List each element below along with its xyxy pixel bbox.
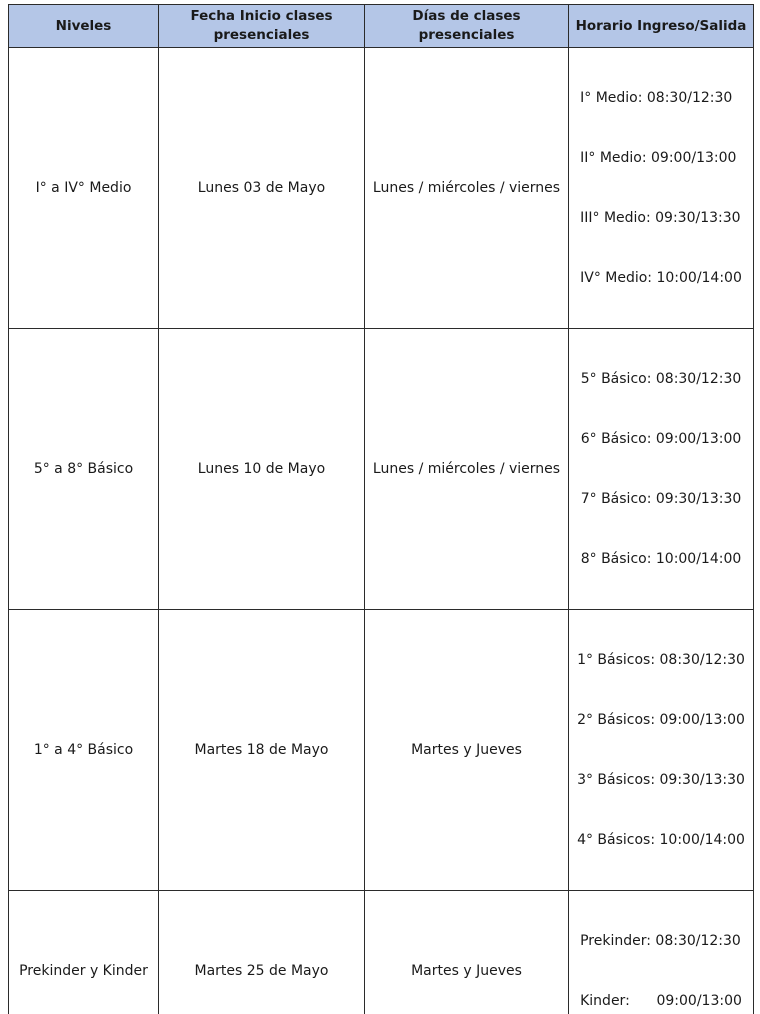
schedule-line: 7° Básico: 09:30/13:30 <box>581 489 742 509</box>
cell-horario <box>569 610 754 891</box>
schedule-list <box>580 891 742 1014</box>
schedule-line: IV° Medio: 10:00/14:00 <box>580 268 742 288</box>
cell-horario <box>569 48 754 329</box>
schedule-line: 8° Básico: 10:00/14:00 <box>581 549 742 569</box>
schedule-line: I° Medio: 08:30/12:30 <box>580 88 742 108</box>
table-row <box>9 610 754 891</box>
cell-fecha: Lunes 03 de Mayo <box>159 48 365 329</box>
header-horario: Horario Ingreso/Salida <box>569 5 754 48</box>
cell-nivel: 5° a 8° Básico <box>9 329 159 610</box>
table-row <box>9 891 754 1014</box>
schedule-line: 4° Básicos: 10:00/14:00 <box>577 830 745 850</box>
cell-nivel: 1° a 4° Básico <box>9 610 159 891</box>
header-fecha-inicio: Fecha Inicio clases presenciales <box>159 5 365 48</box>
schedule-line: III° Medio: 09:30/13:30 <box>580 208 742 228</box>
cell-fecha: Martes 25 de Mayo <box>159 891 365 1014</box>
cell-dias: Lunes / miércoles / viernes <box>365 329 569 610</box>
schedule-table <box>8 4 754 1014</box>
cell-fecha: Lunes 10 de Mayo <box>159 329 365 610</box>
cell-horario <box>569 891 754 1014</box>
cell-nivel: I° a IV° Medio <box>9 48 159 329</box>
schedule-line: 2° Básicos: 09:00/13:00 <box>577 710 745 730</box>
schedule-line: Prekinder: 08:30/12:30 <box>580 931 742 951</box>
schedule-line: 1° Básicos: 08:30/12:30 <box>577 650 745 670</box>
schedule-list <box>581 329 742 609</box>
cell-dias: Lunes / miércoles / viernes <box>365 48 569 329</box>
schedule-list <box>577 610 745 890</box>
table-row <box>9 48 754 329</box>
cell-dias: Martes y Jueves <box>365 891 569 1014</box>
table-row <box>9 329 754 610</box>
schedule-list <box>580 48 742 328</box>
schedule-line: Kinder: 09:00/13:00 <box>580 991 742 1011</box>
header-dias-clases: Días de clases presenciales <box>365 5 569 48</box>
cell-horario <box>569 329 754 610</box>
header-row <box>9 5 754 48</box>
cell-fecha: Martes 18 de Mayo <box>159 610 365 891</box>
cell-nivel: Prekinder y Kinder <box>9 891 159 1014</box>
schedule-line: 3° Básicos: 09:30/13:30 <box>577 770 745 790</box>
cell-dias: Martes y Jueves <box>365 610 569 891</box>
header-niveles: Niveles <box>9 5 159 48</box>
schedule-line: 6° Básico: 09:00/13:00 <box>581 429 742 449</box>
schedule-line: 5° Básico: 08:30/12:30 <box>581 369 742 389</box>
schedule-line: II° Medio: 09:00/13:00 <box>580 148 742 168</box>
